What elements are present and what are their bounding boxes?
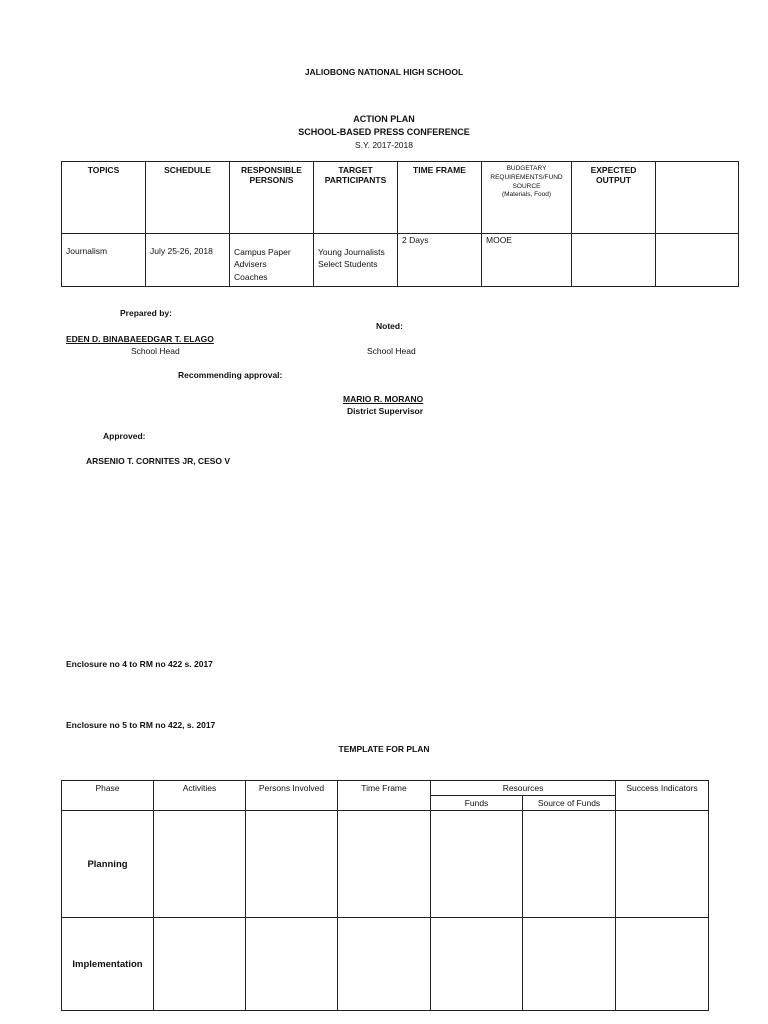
template-title: TEMPLATE FOR PLAN <box>338 744 430 754</box>
table-cell <box>431 811 523 918</box>
cell-extra <box>656 234 739 287</box>
table-header-row <box>62 162 739 234</box>
template-header-row-1 <box>62 781 709 796</box>
table-row <box>62 811 709 918</box>
table-cell <box>338 811 431 918</box>
template-header-funds: Funds <box>431 796 523 811</box>
cell-target <box>314 234 398 287</box>
school-name: JALIOBONG NATIONAL HIGH SCHOOL <box>304 67 464 77</box>
approved-label: Approved: <box>103 431 146 441</box>
cell-expected-output <box>572 234 656 287</box>
cell-responsible <box>230 234 314 287</box>
template-header-persons: Persons Involved <box>246 781 338 811</box>
table-cell <box>246 811 338 918</box>
approved-name: ARSENIO T. CORNITES JR, CESO V <box>86 456 231 466</box>
table-row <box>62 918 709 1011</box>
header-budget-note: (Materials, Food) <box>501 191 552 199</box>
table-cell <box>154 811 246 918</box>
responsible-line-1: Campus Paper <box>234 247 291 257</box>
cell-schedule: July 25-26, 2018 <box>146 234 230 287</box>
table-cell <box>246 918 338 1011</box>
template-header-resources: Resources <box>431 781 616 796</box>
template-header-activities: Activities <box>154 781 246 811</box>
cell-budget: MOOE <box>482 234 572 287</box>
header-target: TARGET PARTICIPANTS <box>314 162 398 234</box>
table-cell <box>616 811 709 918</box>
enclosure-5: Enclosure no 5 to RM no 422, s. 2017 <box>66 720 216 730</box>
responsible-line-3: Coaches <box>234 271 268 282</box>
noted-role: School Head <box>367 346 416 356</box>
table-cell <box>616 918 709 1011</box>
header-extra <box>656 162 739 234</box>
template-header-phase: Phase <box>62 781 154 811</box>
target-line-2: Select Students <box>318 259 378 270</box>
prepared-by-label: Prepared by: <box>120 308 172 318</box>
template-header-success: Success Indicators <box>616 781 709 811</box>
action-plan-table <box>61 161 739 287</box>
enclosure-4: Enclosure no 4 to RM no 422 s. 2017 <box>66 659 213 669</box>
target-line-1: Young Journalists <box>318 247 385 257</box>
table-cell <box>523 811 616 918</box>
header-responsible: RESPONSIBLE PERSON/S <box>230 162 314 234</box>
noted-label: Noted: <box>376 321 403 331</box>
table-row <box>62 234 739 287</box>
cell-topics: Journalism <box>62 234 146 287</box>
header-budget <box>482 162 572 234</box>
prepared-by-name: EDEN D. BINABAEEDGAR T. ELAGO <box>66 334 214 344</box>
table-cell <box>338 918 431 1011</box>
template-table <box>61 780 709 1011</box>
school-year: S.Y. 2017-2018 <box>355 140 413 150</box>
phase-planning: Planning <box>62 811 154 918</box>
supervisor-name: MARIO R. MORANO <box>343 394 424 404</box>
header-schedule: SCHEDULE <box>146 162 230 234</box>
responsible-line-2: Advisers <box>234 259 267 270</box>
document-subtitle: SCHOOL-BASED PRESS CONFERENCE <box>298 127 470 137</box>
table-cell <box>523 918 616 1011</box>
cell-time-frame: 2 Days <box>398 234 482 287</box>
table-cell <box>154 918 246 1011</box>
template-header-source: Source of Funds <box>523 796 616 811</box>
table-cell <box>431 918 523 1011</box>
header-time-frame: TIME FRAME <box>398 162 482 234</box>
header-expected-output: EXPECTED OUTPUT <box>572 162 656 234</box>
recommending-approval-label: Recommending approval: <box>178 370 283 380</box>
prepared-by-role: School Head <box>131 346 180 356</box>
header-budget-label: BUDGETARY REQUIREMENTS/FUND SOURCE <box>490 165 563 190</box>
header-topics: TOPICS <box>62 162 146 234</box>
supervisor-role: District Supervisor <box>347 406 424 416</box>
phase-implementation: Implementation <box>62 918 154 1011</box>
document-title: ACTION PLAN <box>353 114 415 124</box>
template-header-time-frame: Time Frame <box>338 781 431 811</box>
